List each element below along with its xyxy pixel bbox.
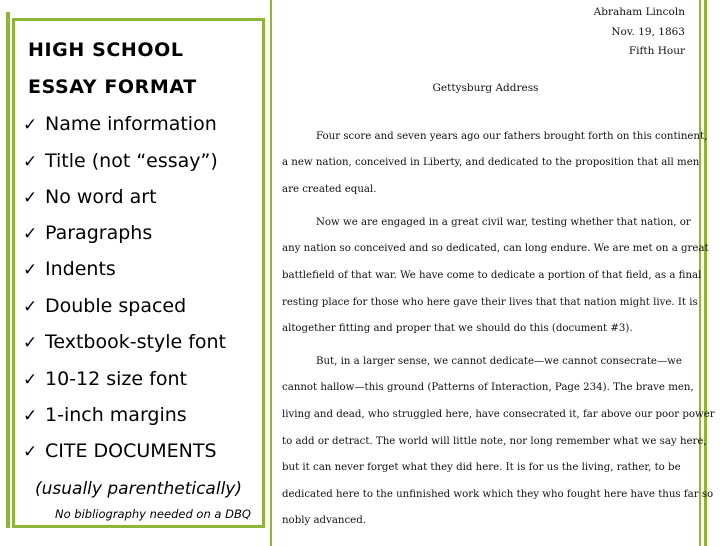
checklist-item	[23, 258, 116, 280]
check-icon: ✓	[23, 370, 38, 390]
essay-line: living and dead, who struggled here, have consecrated it, far above our poor power	[282, 409, 715, 420]
bibliography-note: No bibliography needed on a DBQ	[55, 507, 251, 521]
check-icon: ✓	[23, 297, 38, 317]
checklist-item	[23, 331, 226, 353]
check-icon: ✓	[23, 406, 38, 426]
checklist-item	[23, 150, 218, 172]
checklist-item-label: Indents	[45, 258, 116, 280]
essay-line: are created equal.	[282, 184, 377, 195]
checklist-item	[23, 186, 157, 208]
checklist-item	[23, 368, 187, 390]
checklist-item	[23, 113, 217, 135]
essay-line: Four score and seven years ago our fathers brought forth on this continent,	[316, 131, 708, 142]
essay-title: Gettysburg Address	[432, 82, 539, 94]
checklist-item-label: Title (not “essay”)	[45, 150, 218, 172]
essay-line: altogether fitting and proper that we should do this (document #3).	[282, 323, 633, 334]
check-icon: ✓	[23, 260, 38, 280]
essay-line: but it can never forget what they did here. It is for us the living, rather, to be	[282, 462, 681, 473]
left-accent-bar	[6, 12, 10, 528]
checklist-item	[23, 440, 217, 462]
right-accent-bar	[704, 0, 707, 546]
class-period: Fifth Hour	[628, 45, 685, 57]
author-name: Abraham Lincoln	[593, 6, 685, 18]
essay-line: cannot hallow—this ground (Patterns of Interaction, Page 234). The brave men,	[282, 382, 694, 393]
format-checklist-panel	[12, 18, 265, 528]
checklist-item-label: Paragraphs	[45, 222, 153, 244]
sample-essay-page	[270, 0, 715, 546]
checklist-item	[23, 222, 152, 244]
checklist-item-label: 1-inch margins	[45, 404, 187, 426]
essay-line: a new nation, conceived in Liberty, and dedicated to the proposition that all men	[282, 157, 700, 168]
essay-line: resting place for those who here gave their lives that that nation might live. It is	[282, 297, 698, 308]
check-icon: ✓	[23, 333, 38, 353]
essay-date: Nov. 19, 1863	[611, 26, 685, 38]
panel-title-line1: HIGH SCHOOL	[28, 39, 184, 61]
panel-title-line2: ESSAY FORMAT	[28, 76, 197, 98]
essay-line: But, in a larger sense, we cannot dedicate—we cannot consecrate—we	[316, 356, 682, 367]
checklist-item-label: Double spaced	[45, 295, 187, 317]
checklist-item	[23, 404, 187, 426]
check-icon: ✓	[23, 188, 38, 208]
check-icon: ✓	[23, 442, 38, 462]
essay-line: Now we are engaged in a great civil war, testing whether that nation, or	[316, 217, 691, 228]
checklist-item-label: Name information	[45, 113, 217, 135]
essay-line: battlefield of that war. We have come to dedicate a portion of that field, as a final	[282, 270, 702, 281]
citation-note: (usually parenthetically)	[35, 479, 242, 499]
check-icon: ✓	[23, 115, 38, 135]
checklist-item-label: 10-12 size font	[45, 368, 187, 390]
check-icon: ✓	[23, 152, 38, 172]
essay-line: to add or detract. The world will little note, nor long remember what we say here,	[282, 436, 707, 447]
essay-line: dedicated here to the unfinished work which they who fought here have thus far so	[282, 489, 714, 500]
essay-line: nobly advanced.	[282, 515, 366, 526]
checklist-item-label: No word art	[45, 186, 157, 208]
checklist-item	[23, 295, 186, 317]
checklist-item-label: Textbook-style font	[45, 331, 227, 353]
essay-line: any nation so conceived and so dedicated, can long endure. We are met on a great	[282, 243, 709, 254]
checklist-item-label: CITE DOCUMENTS	[45, 440, 217, 462]
check-icon: ✓	[23, 224, 38, 244]
